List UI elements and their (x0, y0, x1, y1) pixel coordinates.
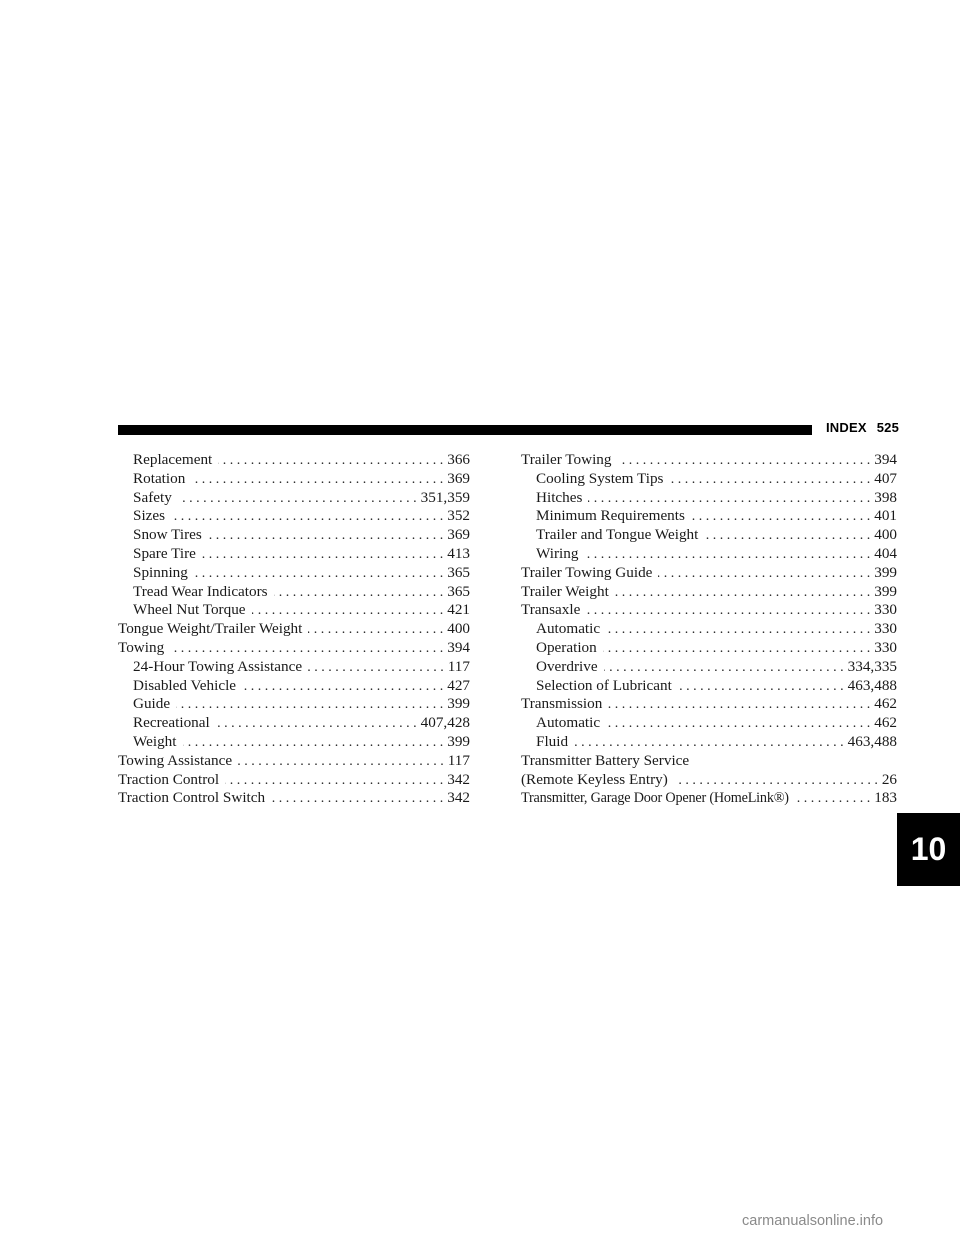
dot-leader (584, 546, 870, 564)
dot-leader (704, 527, 870, 545)
entry-page-ref: 421 (447, 601, 470, 619)
entry-label: Spinning (133, 563, 188, 581)
entry-page-ref: 427 (447, 676, 470, 694)
dot-leader (574, 734, 844, 752)
index-entry (118, 601, 470, 620)
index-entry (118, 545, 470, 564)
entry-page-ref: 462 (874, 695, 897, 713)
entry-page-ref: 399 (874, 582, 897, 600)
index-entry (521, 752, 897, 771)
entry-label: Automatic (536, 620, 601, 638)
entry-page-ref: 407 (874, 469, 897, 487)
index-entry (521, 583, 897, 602)
dot-leader (252, 602, 444, 620)
header-rule (118, 425, 812, 435)
entry-label: Overdrive (536, 657, 598, 675)
dot-leader (171, 508, 443, 526)
index-entry (118, 489, 470, 508)
entry-label: Transaxle (521, 601, 581, 619)
index-entry (118, 526, 470, 545)
entry-label: Traction Control Switch (118, 789, 266, 807)
entry-page-ref: 463,488 (847, 676, 897, 694)
index-entry (521, 489, 897, 508)
entry-label: Sizes (133, 507, 166, 525)
entry-page-ref: 401 (874, 507, 897, 525)
entry-label: Replacement (133, 451, 213, 468)
dot-leader (795, 790, 870, 808)
entry-page-ref: 330 (874, 638, 897, 656)
index-entry (521, 545, 897, 564)
dot-leader (606, 621, 870, 639)
entry-page-ref: 366 (447, 451, 470, 468)
index-column-left (118, 451, 470, 808)
index-entry (118, 639, 470, 658)
index-entry (118, 695, 470, 714)
entry-label: Cooling System Tips (536, 469, 664, 487)
entry-page-ref: 351,359 (420, 488, 470, 506)
entry-page-ref: 352 (447, 507, 470, 525)
running-header (826, 420, 899, 435)
index-entry (521, 695, 897, 714)
entry-label: Trailer Weight (521, 582, 609, 600)
entry-label: Hitches (536, 488, 583, 506)
dot-leader (202, 546, 443, 564)
entry-page-ref: 463,488 (847, 732, 897, 750)
entry-label: Towing (118, 638, 165, 656)
index-entry (521, 526, 897, 545)
entry-label: Transmitter, Garage Door Opener (HomeLink®) (521, 790, 789, 807)
index-entry (521, 451, 897, 470)
entry-label: Weight (133, 732, 177, 750)
dot-leader (658, 565, 870, 583)
entry-label: Guide (133, 695, 171, 713)
index-entry (521, 733, 897, 752)
index-entry (118, 658, 470, 677)
dot-leader (691, 508, 870, 526)
dot-leader (308, 659, 444, 677)
entry-label: Transmitter Battery Service (521, 751, 690, 769)
dot-leader (194, 565, 443, 583)
entry-page-ref: 369 (447, 526, 470, 544)
entry-page-ref: 330 (874, 620, 897, 638)
entry-page-ref: 400 (874, 526, 897, 544)
entry-page-ref: 183 (874, 789, 897, 807)
entry-label: Wiring (536, 544, 579, 562)
entry-label: Disabled Vehicle (133, 676, 237, 694)
index-entry (118, 733, 470, 752)
entry-label: Operation (536, 638, 597, 656)
index-entry (521, 564, 897, 583)
entry-page-ref: 365 (447, 582, 470, 600)
dot-leader (669, 471, 870, 489)
entry-page-ref: 342 (447, 789, 470, 807)
dot-leader (604, 659, 844, 677)
entry-page-ref: 394 (874, 451, 897, 468)
entry-page-ref: 413 (447, 544, 470, 562)
entry-label: 24-Hour Towing Assistance (133, 657, 303, 675)
entry-page-ref: 398 (874, 488, 897, 506)
header-title: INDEX (826, 420, 867, 435)
entry-label: Transmission (521, 695, 603, 713)
entry-page-ref: 399 (447, 695, 470, 713)
index-entry (118, 771, 470, 790)
index-entry (118, 470, 470, 489)
entry-label: Tongue Weight/Trailer Weight (118, 620, 303, 638)
entry-page-ref: 117 (447, 657, 470, 675)
header-page-number: 525 (876, 420, 900, 435)
entry-page-ref: 342 (447, 770, 470, 788)
entry-label: Trailer and Tongue Weight (536, 526, 699, 544)
dot-leader (208, 527, 443, 545)
dot-leader (674, 772, 878, 790)
index-entry (521, 639, 897, 658)
entry-page-ref: 365 (447, 563, 470, 581)
entry-label: Snow Tires (133, 526, 202, 544)
entry-page-ref: 330 (874, 601, 897, 619)
index-entry (521, 714, 897, 733)
entry-page-ref: 369 (447, 469, 470, 487)
dot-leader (218, 452, 443, 470)
entry-label: Tread Wear Indicators (133, 582, 268, 600)
entry-page-ref: 394 (447, 638, 470, 656)
dot-leader (615, 584, 870, 602)
dot-leader (678, 678, 844, 696)
entry-label: Recreational (133, 714, 210, 732)
entry-page-ref: 26 (881, 770, 897, 788)
entry-page-ref: 400 (447, 620, 470, 638)
entry-label: Trailer Towing Guide (521, 563, 653, 581)
entry-label: Fluid (536, 732, 569, 750)
index-entry (118, 714, 470, 733)
dot-leader (586, 602, 870, 620)
index-entry (521, 677, 897, 696)
entry-label: Trailer Towing (521, 451, 612, 468)
dot-leader (603, 640, 870, 658)
entry-label: Selection of Lubricant (536, 676, 672, 694)
dot-leader (608, 696, 870, 714)
entry-page-ref: 117 (447, 751, 470, 769)
chapter-tab: 10 (897, 813, 960, 886)
dot-leader (170, 640, 443, 658)
dot-leader (191, 471, 443, 489)
footer-watermark: carmanualsonline.info (742, 1213, 884, 1229)
dot-leader (176, 696, 443, 714)
dot-leader (238, 753, 444, 771)
dot-leader (271, 790, 443, 808)
dot-leader (183, 734, 444, 752)
entry-label: Minimum Requirements (536, 507, 685, 525)
entry-label: Safety (133, 488, 172, 506)
entry-label: Automatic (536, 714, 601, 732)
entry-label: Spare Tire (133, 544, 196, 562)
dot-leader (606, 715, 870, 733)
index-entry (521, 658, 897, 677)
index-entry (118, 583, 470, 602)
index-entry (118, 752, 470, 771)
index-entry (521, 507, 897, 526)
index-entry (118, 620, 470, 639)
dot-leader (225, 772, 443, 790)
entry-label: Traction Control (118, 770, 220, 788)
dot-leader (178, 490, 417, 508)
index-entry (521, 470, 897, 489)
index-column-right (521, 451, 897, 808)
index-entry (118, 564, 470, 583)
index-entry (521, 620, 897, 639)
index-entry (521, 771, 897, 790)
index-entry (118, 789, 470, 808)
index-entry (521, 789, 897, 808)
dot-leader (618, 452, 871, 470)
entry-label: (Remote Keyless Entry) (521, 770, 668, 788)
entry-page-ref: 399 (874, 563, 897, 581)
dot-leader (216, 715, 417, 733)
entry-label: Towing Assistance (118, 751, 233, 769)
entry-page-ref: 462 (874, 714, 897, 732)
dot-leader (588, 490, 870, 508)
dot-leader (308, 621, 443, 639)
dot-leader (242, 678, 443, 696)
entry-page-ref: 399 (447, 732, 470, 750)
index-entry (118, 451, 470, 470)
index-entry (118, 677, 470, 696)
index-entry (118, 507, 470, 526)
entry-page-ref: 334,335 (847, 657, 897, 675)
dot-leader (274, 584, 444, 602)
entry-label: Rotation (133, 469, 186, 487)
entry-page-ref: 404 (874, 544, 897, 562)
entry-label: Wheel Nut Torque (133, 601, 246, 619)
entry-page-ref: 407,428 (420, 714, 470, 732)
index-entry (521, 601, 897, 620)
